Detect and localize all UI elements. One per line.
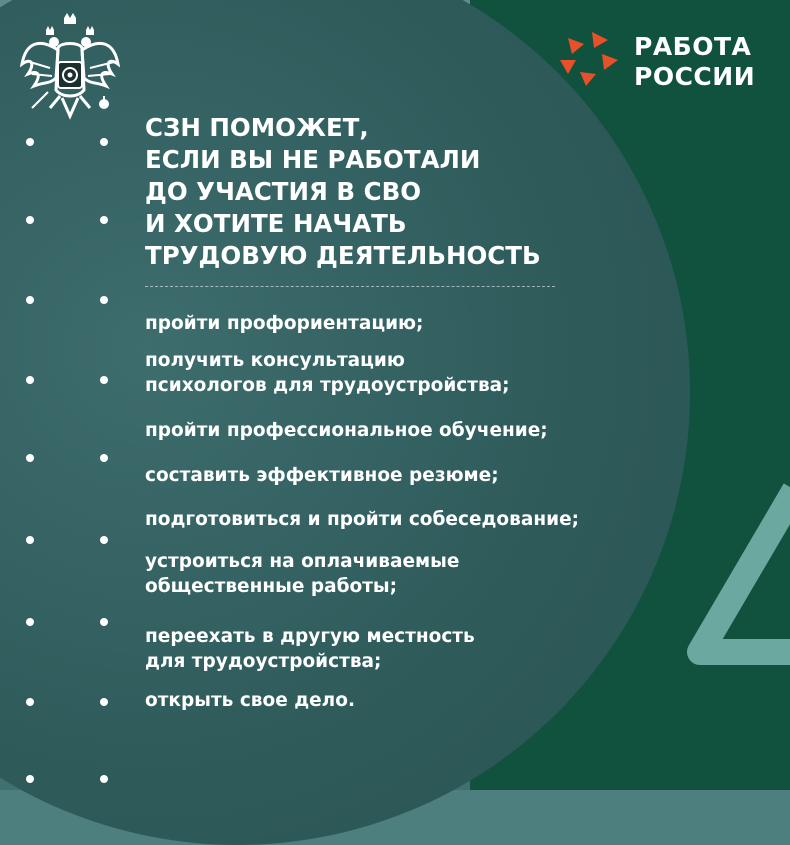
list-item-text: устроиться на оплачиваемые xyxy=(145,551,460,572)
list-item xyxy=(145,624,475,674)
dot xyxy=(100,216,108,224)
list-item xyxy=(145,463,499,488)
logo-triangles-icon xyxy=(558,30,622,90)
dot xyxy=(100,454,108,462)
list-item xyxy=(145,418,548,443)
logo-line-1: РАБОТА xyxy=(634,32,752,61)
list-item-text: составить эффективное резюме; xyxy=(145,465,499,486)
list-item-text: получить консультацию xyxy=(145,350,405,371)
list-item-text: для трудоустройства; xyxy=(145,651,382,672)
list-item xyxy=(145,311,423,336)
list-item xyxy=(145,348,510,398)
dot xyxy=(100,698,108,706)
dot xyxy=(26,618,34,626)
rabota-rossii-logo xyxy=(558,28,778,98)
dot xyxy=(100,376,108,384)
heading-line: ДО УЧАСТИЯ В СВО xyxy=(145,177,422,206)
main-heading xyxy=(145,112,541,272)
dot xyxy=(100,138,108,146)
dashed-divider xyxy=(145,286,555,287)
dot xyxy=(100,536,108,544)
list-item-text: переехать в другую местность xyxy=(145,626,475,647)
heading-line: И ХОТИТЕ НАЧАТЬ xyxy=(145,209,407,238)
list-item-text: подготовиться и пройти собеседование; xyxy=(145,509,580,530)
dot xyxy=(26,138,34,146)
dot xyxy=(26,216,34,224)
list-item-text: пройти профессиональное обучение; xyxy=(145,420,548,441)
logo-line-2: РОССИИ xyxy=(634,62,756,91)
decorative-dots xyxy=(0,0,130,790)
list-item-text: открыть свое дело. xyxy=(145,690,355,711)
dot xyxy=(26,775,34,783)
list-item xyxy=(145,688,355,713)
dot xyxy=(26,376,34,384)
list-item-text: пройти профориентацию; xyxy=(145,313,424,334)
heading-line: СЗН ПОМОЖЕТ, xyxy=(145,113,369,142)
heading-line: ЕСЛИ ВЫ НЕ РАБОТАЛИ xyxy=(145,145,481,174)
dot xyxy=(26,536,34,544)
dot xyxy=(26,296,34,304)
heading-line: ТРУДОВУЮ ДЕЯТЕЛЬНОСТЬ xyxy=(145,241,541,270)
list-item xyxy=(145,507,579,532)
dot xyxy=(100,296,108,304)
list-item-text: психологов для трудоустройства; xyxy=(145,375,510,396)
dot xyxy=(26,454,34,462)
dot xyxy=(100,775,108,783)
dot xyxy=(26,698,34,706)
list-item xyxy=(145,549,459,599)
dot xyxy=(100,618,108,626)
list-item-text: общественные работы; xyxy=(145,576,398,597)
